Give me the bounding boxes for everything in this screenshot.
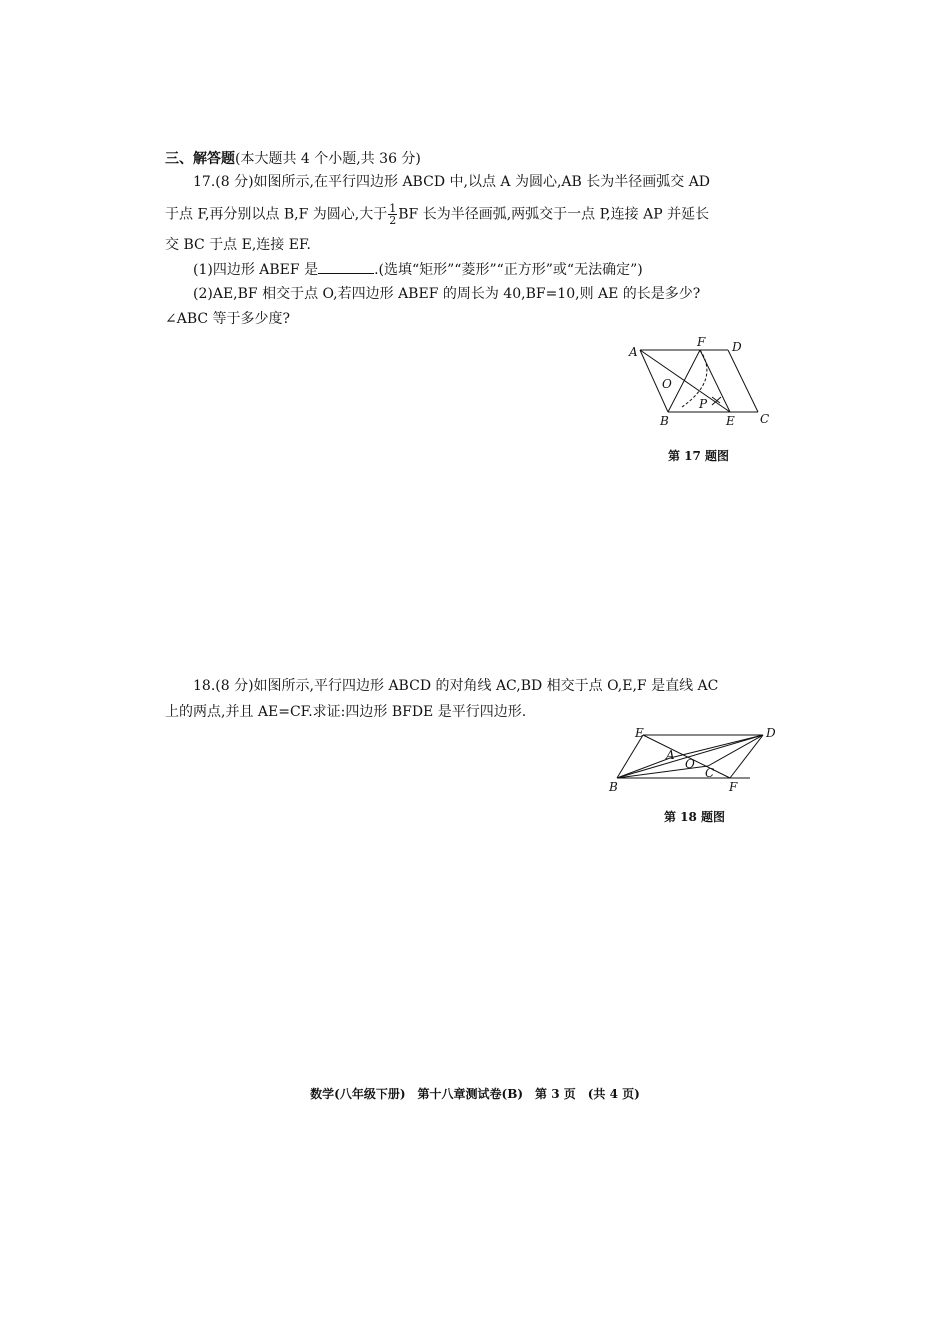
q18-edge-AD — [670, 735, 763, 758]
q18-figure — [605, 723, 785, 795]
q17-label-O: O — [662, 377, 672, 391]
footer-page: 第 3 页 — [535, 1087, 576, 1101]
q17-label-D: D — [732, 340, 742, 354]
q17-line1: 17.(8 分)如图所示,在平行四边形 ABCD 中,以点 A 为圆心,AB 长为半径画弧交 AD — [193, 174, 711, 190]
q17-line3: 交 BC 于点 E,连接 EF. — [165, 237, 311, 253]
q18-label-O: O — [685, 757, 695, 771]
q18-line2: 上的两点,并且 AE=CF.求证:四边形 BFDE 是平行四边形. — [165, 704, 527, 720]
section-heading: 三、解答题 — [165, 151, 235, 167]
footer-subject: 数学(八年级下册) — [310, 1087, 406, 1101]
fraction-denominator: 2 — [389, 214, 397, 227]
q17-line2 — [165, 203, 709, 226]
q17-part1-after: .(选填“矩形”“菱形”“正方形”或“无法确定”) — [374, 262, 643, 278]
fraction-one-half — [388, 203, 397, 226]
q17-label-F: F — [697, 335, 706, 349]
q18-label-E: E — [635, 726, 644, 740]
q17-label-P: P — [699, 397, 708, 411]
q17-label-A: A — [629, 345, 638, 359]
q17-line2-after: BF 长为半径画弧,两弧交于一点 P,连接 AP 并延长 — [398, 206, 710, 223]
q17-part2-line1: (2)AE,BF 相交于点 O,若四边形 ABEF 的周长为 40,BF=10,则 AE 的长是多少? — [193, 286, 701, 302]
q17-part2-line2: ∠ABC 等于多少度? — [165, 311, 291, 327]
section-title — [165, 148, 421, 168]
q18-line1: 18.(8 分)如图所示,平行四边形 ABCD 的对角线 AC,BD 相交于点 O,E,F 是直线 AC — [193, 678, 719, 694]
q18-edge-DC — [708, 735, 763, 766]
q17-caption: 第 17 题图 — [668, 449, 730, 463]
q17-label-B: B — [660, 414, 669, 428]
footer-total: (共 4 页) — [587, 1087, 640, 1101]
q18-label-F: F — [729, 780, 738, 794]
q17-segment-BF — [668, 350, 700, 412]
fraction-numerator: 1 — [389, 202, 397, 215]
q17-figure — [620, 335, 785, 430]
q17-edge-DC — [728, 350, 758, 412]
q18-label-D: D — [766, 726, 776, 740]
q18-label-C: C — [705, 766, 715, 780]
q18-caption: 第 18 题图 — [664, 810, 726, 824]
page-footer — [0, 1085, 950, 1102]
q17-label-C: C — [760, 412, 770, 426]
q17-part1-before: (1)四边形 ABEF 是 — [193, 262, 319, 278]
section-note: (本大题共 4 个小题,共 36 分) — [235, 151, 421, 167]
q18-label-A: A — [666, 748, 675, 762]
q17-label-E: E — [726, 414, 735, 428]
q18-label-B: B — [609, 780, 618, 794]
footer-test: 第十八章测试卷(B) — [417, 1087, 524, 1101]
q17-line2-before: 于点 F,再分别以点 B,F 为圆心,大于 — [165, 206, 388, 223]
answer-blank[interactable] — [318, 259, 374, 274]
q17-part1 — [193, 259, 643, 280]
